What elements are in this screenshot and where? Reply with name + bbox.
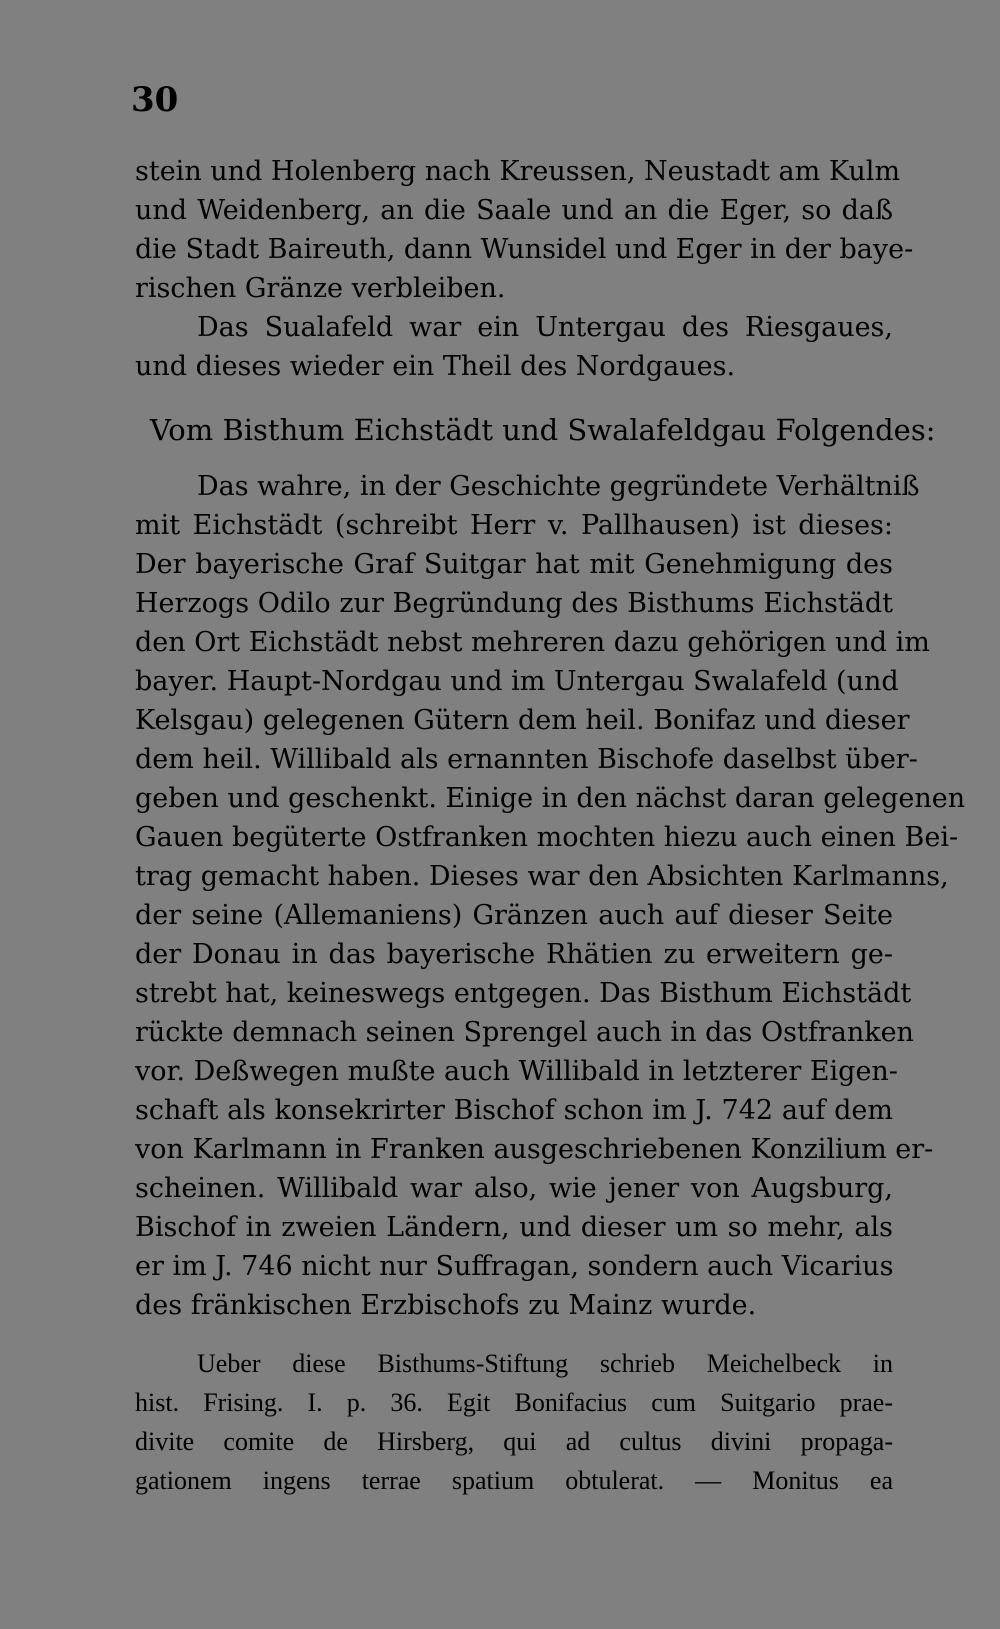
- text-line: trag gemacht haben. Dieses war den Absichten Karlmanns,: [135, 861, 949, 892]
- text-line: Das Sualafeld war ein Untergau des Riesgaues,: [197, 312, 893, 343]
- text-line: die Stadt Baireuth, dann Wunsidel und Eger in der baye-: [135, 234, 914, 265]
- text-line: mit Eichstädt (schreibt Herr v. Pallhausen) ist dieses:: [135, 510, 893, 541]
- text-line: Gauen begüterte Ostfranken mochten hiezu auch einen Bei-: [135, 822, 959, 853]
- text-line: gationem ingens terrae spatium obtulerat. — Monitus ea: [135, 1466, 893, 1495]
- text-line: geben und geschenkt. Einige in den nächst daran gelegenen: [135, 783, 966, 814]
- text-line: rückte demnach seinen Sprengel auch in das Ostfranken: [135, 1017, 914, 1048]
- text-line: hist. Frising. I. p. 36. Egit Bonifacius cum Suitgario prae-: [135, 1388, 893, 1417]
- text-line: Ueber diese Bisthums-Stiftung schrieb Meichelbeck in: [197, 1349, 893, 1378]
- text-line: von Karlmann in Franken ausgeschriebenen Konzilium er-: [135, 1134, 934, 1165]
- text-line: und dieses wieder ein Theil des Nordgaues.: [135, 351, 736, 382]
- text-line: schaft als konsekrirter Bischof schon im J. 742 auf dem: [135, 1095, 893, 1126]
- text-line: er im J. 746 nicht nur Suffragan, sondern auch Vicarius: [135, 1251, 894, 1282]
- text-line: divite comite de Hirsberg, qui ad cultus divini propaga-: [135, 1427, 893, 1456]
- text-line: der seine (Allemaniens) Gränzen auch auf dieser Seite: [135, 900, 893, 931]
- text-line: Der bayerische Graf Suitgar hat mit Genehmigung des: [135, 549, 893, 580]
- text-line: Bischof in zweien Ländern, und dieser um so mehr, als: [135, 1212, 893, 1243]
- text-line: und Weidenberg, an die Saale und an die Eger, so daß: [135, 195, 893, 226]
- page-number: 30: [131, 80, 179, 120]
- text-line: bayer. Haupt-Nordgau und im Untergau Swalafeld (und: [135, 666, 899, 697]
- text-line: strebt hat, keineswegs entgegen. Das Bisthum Eichstädt: [135, 978, 912, 1009]
- section-heading: Vom Bisthum Eichstädt und Swalafeldgau Folgendes:: [150, 413, 936, 447]
- text-line: scheinen. Willibald war also, wie jener von Augsburg,: [135, 1173, 893, 1204]
- text-line: Herzogs Odilo zur Begründung des Bisthums Eichstädt: [135, 588, 893, 619]
- text-line: Das wahre, in der Geschichte gegründete Verhältniß: [197, 471, 920, 502]
- text-line: der Donau in das bayerische Rhätien zu erweitern ge-: [135, 939, 893, 970]
- text-line: dem heil. Willibald als ernannten Bischofe daselbst über-: [135, 744, 918, 775]
- text-line: rischen Gränze verbleiben.: [135, 273, 506, 304]
- text-line: Kelsgau) gelegenen Gütern dem heil. Bonifaz und dieser: [135, 705, 910, 736]
- text-line: vor. Deßwegen mußte auch Willibald in letzterer Eigen-: [135, 1056, 898, 1087]
- text-line: den Ort Eichstädt nebst mehreren dazu gehörigen und im: [135, 627, 930, 658]
- text-line: stein und Holenberg nach Kreussen, Neustadt am Kulm: [135, 156, 901, 187]
- text-line: des fränkischen Erzbischofs zu Mainz wurde.: [135, 1290, 757, 1321]
